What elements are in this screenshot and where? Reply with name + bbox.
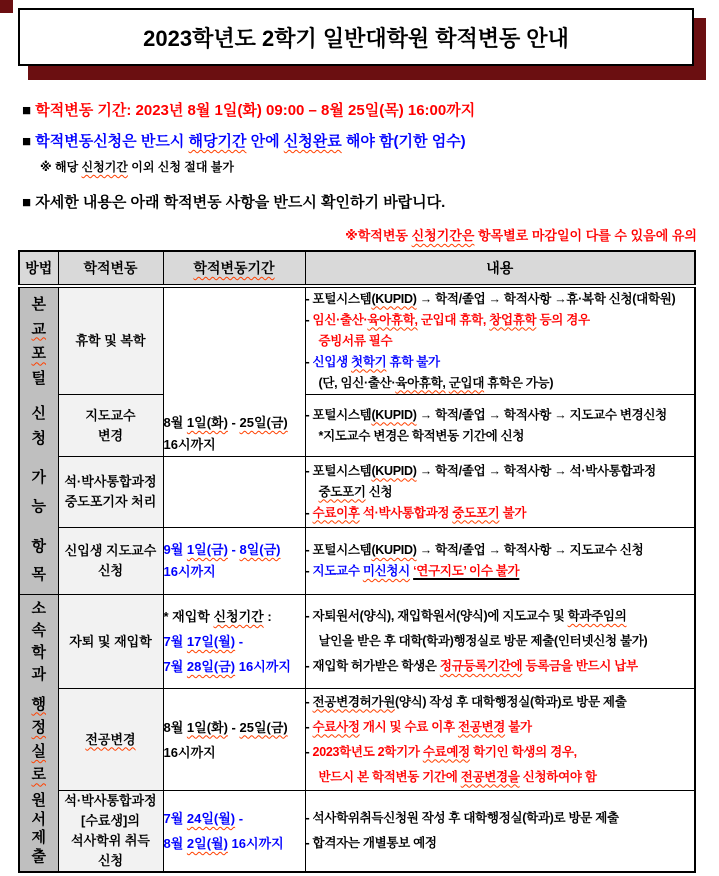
method-char: 가: [31, 469, 46, 486]
text-segment: 변경: [97, 427, 124, 443]
text-segment: 신청기간은: [411, 228, 475, 243]
text-segment: 자퇴원서(양식), 재입학원서(양식)에 지도교수 및: [312, 609, 568, 623]
title-banner: [0, 0, 719, 84]
text-segment: 자퇴 및 재입학: [69, 633, 152, 649]
content-cell: [305, 395, 695, 456]
text-segment: 석·박사통합과정: [64, 793, 157, 808]
content-cell: [305, 456, 695, 528]
method-char: 털: [31, 370, 46, 388]
method-char: 과: [31, 666, 46, 683]
period-line: [164, 806, 305, 831]
text-segment: 자세한 내용은 아래 학적변동 사항을 반드시 확인하기 바랍니다.: [35, 194, 446, 211]
method-char: 속: [31, 622, 46, 639]
text-segment: 재입학 허가받은 학생은: [312, 659, 440, 673]
period-line: [164, 831, 305, 856]
status-change-table: [18, 250, 696, 873]
text-segment: 석사학위 취득: [71, 833, 150, 848]
change-line: [59, 811, 163, 831]
text-segment: 포털시스템: [312, 407, 372, 422]
text-segment: 육아휴학,: [367, 312, 418, 327]
content-line: [306, 806, 695, 831]
text-segment: 8월: [163, 719, 187, 735]
period-line: [164, 561, 305, 583]
text-segment: 8월: [163, 836, 187, 851]
text-segment: 수료이후: [312, 505, 360, 520]
text-segment: 16시까지: [163, 744, 216, 760]
change-cell: [58, 286, 163, 395]
text-segment: 16시까지: [163, 436, 216, 452]
method-char: 본: [31, 295, 46, 313]
text-segment: 육아휴학,: [395, 375, 446, 390]
text-segment: 1일(금): [186, 542, 228, 558]
change-cell: [58, 791, 163, 873]
content-line: [306, 715, 695, 740]
content-line: [306, 426, 695, 447]
text-segment: 군입대: [448, 375, 485, 390]
content-line: [306, 604, 695, 629]
corner-accent: [0, 0, 13, 13]
text-segment: *지도교수 변경은 학적변동 기간에 신청: [318, 428, 525, 443]
content-line: [306, 690, 695, 715]
change-line: [59, 632, 163, 652]
text-segment: 안에: [246, 133, 284, 150]
method-cell: [19, 595, 58, 873]
text-segment: 16시까지: [227, 836, 284, 851]
table-row: [19, 595, 695, 689]
change-line: [59, 851, 163, 871]
text-segment: 개시 및 수료 이후: [359, 719, 458, 734]
dash-prefix: -: [305, 836, 313, 850]
title-box: [18, 8, 694, 66]
content-cell: [305, 689, 695, 791]
text-segment: 7월: [163, 634, 187, 649]
text-segment: 학적변동: [83, 260, 138, 276]
text-segment: (KUPID): [371, 407, 417, 422]
content-line: [306, 831, 695, 856]
method-char: 실: [31, 742, 46, 760]
content-line: [306, 740, 695, 765]
method-char: 학: [31, 644, 46, 661]
dash-prefix: -: [305, 505, 313, 520]
text-segment: 25일(금): [239, 414, 288, 430]
text-segment: 군입대 휴학,: [417, 312, 490, 327]
table-header-cell: [58, 251, 163, 286]
bullet-period: [22, 102, 705, 120]
dash-prefix: -: [305, 463, 313, 478]
text-segment: (KUPID): [371, 543, 417, 558]
bullet-deadline-subnote: [40, 160, 705, 174]
content-line: [306, 540, 695, 561]
text-segment: 방법: [25, 260, 53, 276]
table-header-cell: [163, 251, 305, 286]
text-segment: 지도교수: [85, 407, 136, 423]
dash-prefix: -: [305, 694, 313, 709]
text-segment: 전공변경을: [460, 769, 520, 784]
dash-prefix: -: [305, 659, 313, 673]
text-segment: 학적변동기간: [193, 260, 275, 276]
text-segment: 신청: [97, 563, 124, 579]
text-segment: -: [227, 542, 240, 558]
change-line: [59, 406, 163, 426]
text-segment: → 학적/졸업 → 학적사항 → 석·박사통합과정: [416, 463, 656, 478]
text-segment: 신청완료: [283, 133, 342, 150]
text-segment: 2023학년도 2학기가: [312, 744, 423, 759]
bullet-detail: [22, 194, 705, 212]
text-segment: ※ 해당: [40, 160, 82, 174]
text-segment: 8월: [163, 414, 187, 430]
text-segment: 신청기간: [81, 160, 128, 174]
content-line: [306, 482, 695, 503]
content-line: [306, 310, 695, 331]
change-line: [59, 730, 163, 750]
content-line: [306, 654, 695, 679]
dash-prefix: -: [305, 609, 313, 623]
text-segment: 포털시스템: [312, 543, 372, 558]
text-segment: 학기인 학생의 경우,: [469, 744, 577, 759]
dash-prefix: -: [305, 312, 313, 327]
text-segment: ■: [22, 133, 36, 150]
content-cell: [305, 528, 695, 595]
method-section: [20, 528, 58, 594]
dash-prefix: -: [305, 744, 313, 759]
text-segment: 전공변경: [85, 731, 136, 747]
method-char: 능: [31, 498, 46, 515]
text-segment: 불가: [499, 505, 527, 520]
text-segment: 해당기간: [188, 133, 247, 150]
change-line: [59, 492, 163, 512]
content-line: [306, 352, 695, 373]
text-segment: :: [263, 609, 272, 624]
text-segment: 정규등록기간에: [439, 659, 523, 673]
text-segment: 미신청시: [362, 564, 410, 579]
text-segment: 증빙서류 필수: [318, 333, 393, 348]
method-cell: [19, 286, 58, 595]
dash-prefix: -: [305, 407, 313, 422]
text-segment: 휴학은 가능): [484, 375, 554, 390]
content-line: [306, 373, 695, 394]
text-segment: → 학적/졸업 → 학적사항 →휴·복학 신청(대학원): [416, 291, 676, 306]
text-segment: 신입생: [312, 354, 352, 369]
change-cell: [58, 528, 163, 595]
method-char: 청: [31, 430, 46, 448]
method-char: 서: [31, 810, 46, 828]
text-segment: 7월: [163, 659, 187, 674]
text-segment: 석·박사통합과정: [359, 505, 453, 520]
table-row: [19, 791, 695, 873]
text-segment: 1일(화): [186, 719, 228, 735]
period-cell: [163, 528, 305, 595]
text-segment: 중도포기자 처리: [64, 494, 157, 510]
content-line: [306, 765, 695, 790]
text-segment: 전공변경허가원: [312, 694, 395, 709]
text-segment: ‘연구지도’ 이수 불가: [413, 564, 520, 579]
method-section: [20, 457, 58, 528]
change-cell: [58, 395, 163, 456]
text-segment: 등록금을 반드시 납부: [522, 659, 638, 673]
content-line: [306, 629, 695, 654]
content-cell: [305, 791, 695, 873]
text-segment: 2일(월): [186, 836, 228, 851]
text-segment: → 학적/졸업 → 학적사항 → 지도교수 신청: [416, 543, 644, 558]
table-header-row: [19, 251, 695, 286]
method-char: 항: [31, 538, 46, 556]
table-row: [19, 395, 695, 456]
text-segment: 내용: [486, 260, 514, 276]
change-line: [59, 831, 163, 851]
text-segment: 지도교수: [312, 564, 363, 579]
text-segment: 등의 경우: [536, 312, 590, 327]
text-segment: 25일(금): [239, 719, 288, 735]
change-line: [59, 791, 163, 811]
period-line: [164, 654, 305, 679]
text-segment: 석·박사통합과정: [64, 474, 157, 490]
text-segment: 신입생 지도교수: [64, 543, 157, 559]
text-segment: ■: [22, 194, 36, 211]
text-segment: 이외 신청 절대 불가: [127, 160, 234, 174]
text-segment: 학적변동신청은 반드시: [35, 133, 189, 150]
period-line: [164, 412, 305, 434]
text-segment: -: [235, 634, 244, 649]
text-segment: -: [227, 719, 240, 735]
content-cell: [305, 595, 695, 689]
dash-prefix: -: [305, 543, 313, 558]
dash-prefix: -: [305, 811, 313, 825]
text-segment: 신청기간: [213, 609, 264, 624]
text-segment: 8일(금): [239, 542, 281, 558]
deadline-warning-note: [0, 225, 697, 244]
content-line: [306, 289, 695, 310]
period-cell: [163, 595, 305, 689]
period-line: [164, 604, 305, 629]
text-segment: 휴학 및 복학: [75, 333, 146, 349]
text-segment: 항목별로 마감일이 다를 수 있음에 유의: [474, 228, 697, 243]
text-segment: 중도포기: [452, 505, 500, 520]
text-segment: 17일(월): [186, 634, 236, 649]
method-char: 행: [31, 695, 46, 713]
table-header-cell: [19, 251, 58, 286]
period-line: [164, 715, 305, 740]
text-segment: ※학적변동: [345, 228, 412, 243]
text-segment: 포털시스템: [312, 291, 372, 306]
text-segment: 날인을 받은 후 대학(학과)행정실로 방문 제출(인터넷신청 불가): [318, 634, 648, 648]
text-segment: -: [235, 811, 244, 826]
method-char: 제: [31, 829, 46, 847]
dash-prefix: -: [305, 354, 313, 369]
table-row: [19, 689, 695, 791]
method-char: 신: [31, 404, 46, 422]
method-char: 포: [31, 345, 46, 363]
text-segment: 창업휴학: [489, 312, 537, 327]
dash-prefix: -: [305, 719, 313, 734]
change-cell: [58, 456, 163, 528]
content-line: [306, 461, 695, 482]
method-section: [20, 288, 58, 396]
method-char: 원: [31, 792, 46, 810]
content-cell: [305, 286, 695, 395]
text-segment: 반드시 본 학적변동 기간에: [318, 769, 461, 784]
content-line: [306, 561, 695, 582]
content-line: [306, 331, 695, 352]
text-segment: 임신·출산·: [312, 312, 368, 327]
table-row: [19, 286, 695, 395]
text-segment: 중도포기: [318, 484, 366, 499]
text-segment: 1일(화): [186, 414, 228, 430]
text-segment: 7월: [163, 811, 187, 826]
table-row: [19, 456, 695, 528]
period-cell: [163, 791, 305, 873]
text-segment: ■: [22, 102, 36, 119]
text-segment: 휴학 불가: [386, 354, 440, 369]
table-row: [19, 528, 695, 595]
content-line: [306, 503, 695, 524]
notice-bullets: [22, 102, 705, 212]
text-segment: 합격자는 개별통보 예정: [312, 836, 437, 850]
period-cell: [163, 456, 305, 528]
text-segment: 9월: [163, 542, 187, 558]
change-line: [59, 331, 163, 351]
text-segment: 28일(금): [186, 659, 236, 674]
text-segment: 해야 함(기한 엄수): [341, 133, 466, 150]
text-segment: 수료사정: [312, 719, 360, 734]
method-char: 목: [31, 565, 46, 583]
table-header-cell: [305, 251, 695, 286]
method-section: [20, 396, 58, 457]
period-line: [164, 539, 305, 561]
change-line: [59, 426, 163, 446]
text-segment: [수료생]의: [81, 813, 140, 828]
method-char: 정: [31, 719, 46, 737]
dash-prefix: -: [305, 564, 313, 579]
bullet-deadline: [22, 133, 705, 151]
text-segment: → 학적/졸업 → 학적사항 → 지도교수 변경신청: [416, 407, 667, 422]
period-line: [164, 629, 305, 654]
content-line: [306, 405, 695, 426]
text-segment: 신청: [97, 853, 124, 868]
period-cell: [163, 286, 305, 456]
change-line: [59, 561, 163, 581]
text-segment: 포털시스템: [312, 463, 372, 478]
text-segment: 16시까지: [163, 564, 216, 580]
period-cell: [163, 689, 305, 791]
method-section: [20, 595, 58, 689]
text-segment: 16시까지: [235, 659, 291, 674]
text-segment: -: [227, 414, 240, 430]
change-line: [59, 472, 163, 492]
text-segment: (양식) 작성 후 대학행정실(학과)로 방문 제출: [394, 694, 627, 709]
method-char: 교: [31, 320, 46, 338]
method-section: [20, 791, 58, 867]
method-char: 로: [31, 766, 46, 784]
text-segment: 불가: [505, 719, 532, 734]
change-cell: [58, 595, 163, 689]
text-segment: 석사학위취득신청원 작성 후 대학행정실(학과)로 방문 제출: [312, 811, 619, 825]
method-section: [20, 689, 58, 791]
text-segment: (KUPID): [371, 291, 417, 306]
text-segment: 학적변동 기간: 2023년 8월 1일(화) 09:00 – 8월 25일(목) 16:00까지: [35, 102, 476, 119]
page-title: 2023학년도 2학기 일반대학원 학적변동 안내: [143, 25, 569, 51]
change-line: [59, 541, 163, 561]
text-segment: 24일(월): [186, 811, 236, 826]
text-segment: 신청하여야 함: [519, 769, 597, 784]
text-segment: * 재입학: [163, 609, 214, 624]
text-segment: 수료예정: [422, 744, 470, 759]
text-segment: 전공변경: [457, 719, 506, 734]
method-char: 출: [31, 847, 46, 865]
change-cell: [58, 689, 163, 791]
text-segment: (KUPID): [371, 463, 417, 478]
dash-prefix: -: [305, 291, 313, 306]
period-line: [164, 740, 305, 765]
text-segment: 학과주임의: [567, 609, 627, 623]
period-line: [164, 434, 305, 456]
text-segment: (단, 임신·출산·: [318, 375, 396, 390]
text-segment: 첫학기: [351, 354, 387, 369]
method-char: 소: [31, 600, 46, 617]
text-segment: 신청: [365, 484, 393, 499]
